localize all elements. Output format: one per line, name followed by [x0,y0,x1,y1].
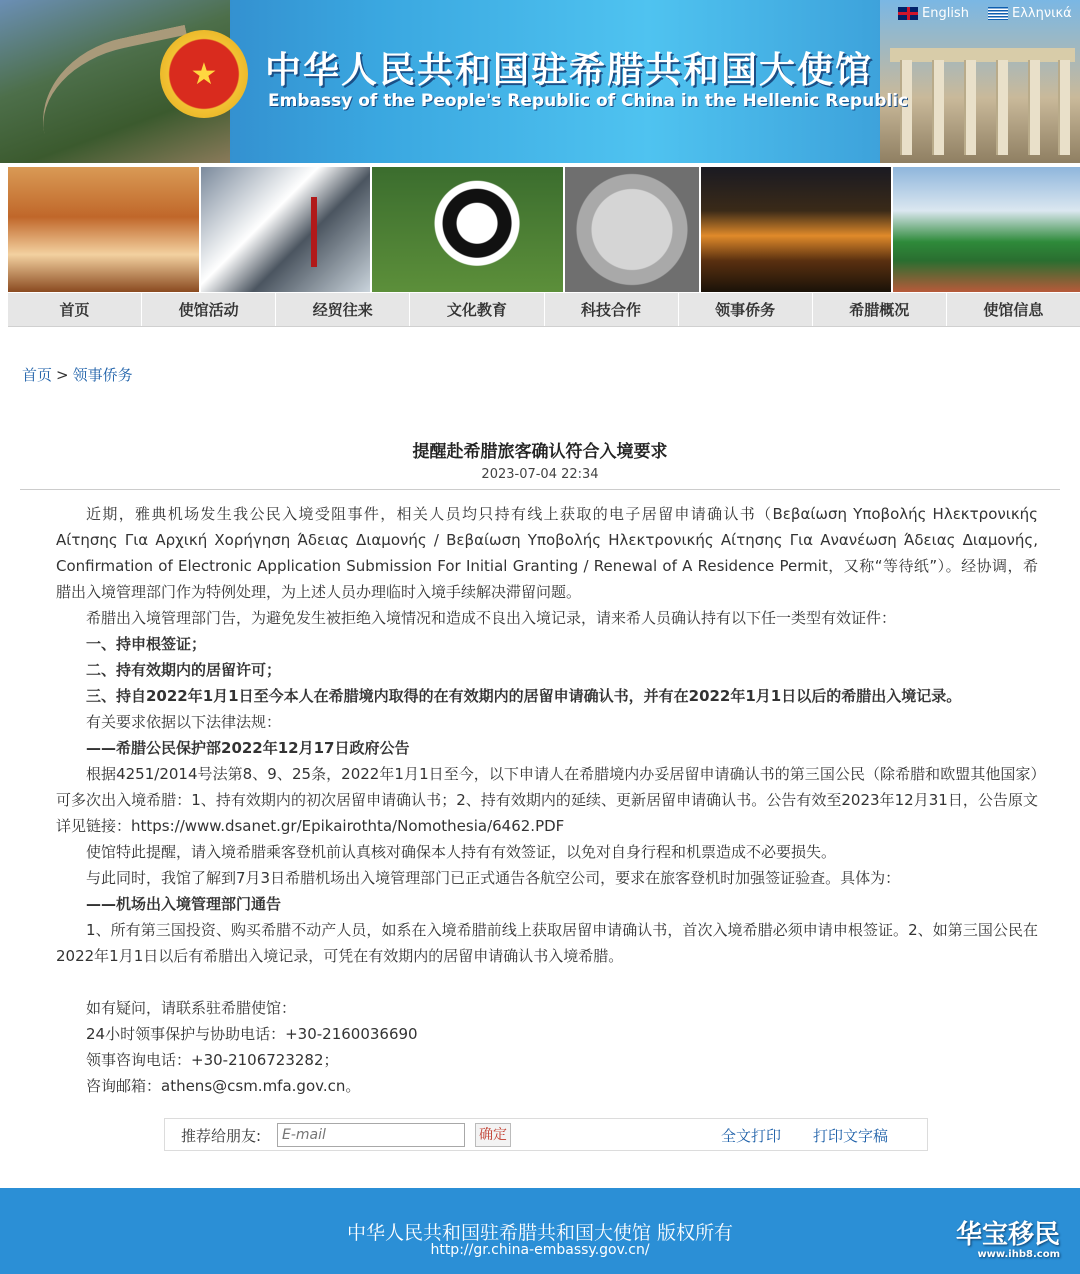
email-input[interactable] [277,1123,465,1147]
paragraph: 近期，雅典机场发生我公民入境受阻事件，相关人员均只持有线上获取的电子居留申请确认书（Βεβαίωση Υποβολής Ηλεκτρονικής Αίτησης Για Αρχική Χορήγηση Άδειας Διαμονής / Βεβαίωση Υποβολής Ηλεκτρονικής Αίτησης Για Ανανέωση Άδειας Διαμονής, Confirmation of Electronic Application Submission For Initial Granting / Renewal of A Residence Permit，又称“等待纸”）。经协调，希腊出入境管理部门作为特例处理，为上述人员办理临时入境手续解决滞留问题。 [56,505,1038,601]
lang-greek-link[interactable] [988,6,1072,21]
national-emblem-icon: ★ [160,30,248,118]
article-body [56,501,1038,1099]
nav-item-trade[interactable]: 经贸往来 [276,293,410,326]
paragraph: 有关要求依据以下法律法规： [86,713,282,731]
paragraph-bold: 一、持申根签证； [86,635,207,653]
footer-url-link[interactable]: http://gr.china-embassy.gov.cn/ [430,1242,650,1258]
site-title-cn: 中华人民共和国驻希腊共和国大使馆 [265,49,874,91]
breadcrumb-home-link[interactable]: 首页 [22,366,53,384]
main-nav [8,293,1080,327]
waterfall-photo [8,167,199,292]
footer-copyright: 中华人民共和国驻希腊共和国大使馆 版权所有 [346,1222,734,1244]
paragraph: 使馆特此提醒，请入境希腊乘客登机前认真核对确保本人持有有效签证，以免对自身行程和机票造成不必要损失。 [86,843,837,861]
article-date: 2023-07-04 22:34 [481,467,599,482]
paragraph-bold: 三、持自2022年1月1日至今本人在希腊境内取得的在有效期内的居留申请确认书，并有在2022年1月1日以后的希腊出入境记录。 [86,687,962,705]
lang-english-label: English [922,6,969,21]
nav-item-home[interactable]: 首页 [8,293,142,326]
watermark-url: www.ihb8.com [977,1249,1060,1260]
lang-greek-label: Ελληνικά [1012,6,1072,21]
paragraph-bold: ——希腊公民保护部2022年12月17日政府公告 [86,739,410,757]
blank-line [56,969,1038,995]
birds-nest-stadium-photo [701,167,891,292]
contact-line: 24小时领事保护与协助电话：+30-2160036690 [86,1025,418,1043]
parthenon-image [880,0,1080,163]
snowy-flag-photo [201,167,370,292]
share-label: 推荐给朋友: [181,1127,262,1145]
nav-item-embassy-info[interactable]: 使馆信息 [983,301,1044,319]
nav-item-consular[interactable]: 领事侨务 [679,293,813,326]
panda-photo [372,167,563,292]
paragraph: 与此同时，我馆了解到7月3日希腊机场出入境管理部门已正式通告各航空公司，要求在旅客登机时加强签证验查。具体为： [86,869,901,887]
nav-item-culture-education[interactable]: 文化教育 [410,293,544,326]
lang-english-link[interactable] [898,6,969,21]
olympic-stadium-photo [893,167,1080,292]
header-banner [0,0,1080,163]
paragraph: 根据4251/2014号法第8、9、25条，2022年1月1日至今，以下申请人在希腊境内办妥居留申请确认书的第三国公民（除希腊和欧盟其他国家）可多次出入境希腊：1、持有效期内的初次居留申请确认书；2、持有效期内的延续、更新居留申请确认书。公告有效至2023年12月31日，公告原文详见链接：https://www.dsanet.gr/Epikairothta/Nomothesia/6462.PDF [56,765,1038,835]
breadcrumb-current-link[interactable]: 领事侨务 [72,366,133,384]
greece-flag-icon [988,7,1008,20]
breadcrumb-separator: > [56,366,69,384]
confirm-button[interactable]: 确定 [475,1123,511,1147]
nav-item-embassy-activities[interactable]: 使馆活动 [142,293,276,326]
article-title: 提醒赴希腊旅客确认符合入境要求 [412,442,668,462]
watermark-logo [956,1214,1060,1260]
print-full-link[interactable]: 全文打印 [721,1127,782,1145]
photo-strip [8,167,1080,292]
contact-line: 领事咨询电话：+30-2106723282； [86,1051,339,1069]
contact-line: 如有疑问，请联系驻希腊使馆： [86,999,297,1017]
divider [20,489,1060,490]
paragraph-bold: ——机场出入境管理部门通告 [86,895,282,913]
paragraph: 希腊出入境管理部门告，为避免发生被拒绝入境情况和造成不良出入境记录，请来希人员确认持有以下任一类型有效证件： [86,609,897,627]
nav-item-greece-overview[interactable]: 希腊概况 [813,293,947,326]
contact-line: 咨询邮箱：athens@csm.mfa.gov.cn。 [86,1077,361,1095]
paragraph: 1、所有第三国投资、购买希腊不动产人员，如系在入境希腊前线上获取居留申请确认书，首次入境希腊必须申请申根签证。2、如第三国公民在2022年1月1日以后有希腊出入境记录，可凭在有效期内的居留申请确认书入境希腊。 [56,921,1038,965]
footer [0,1188,1080,1274]
uk-flag-icon [898,7,918,20]
print-text-link[interactable]: 打印文字稿 [813,1127,889,1145]
share-bar [164,1118,928,1151]
watermark-text: 华宝移民 [955,1220,1060,1250]
paragraph-bold: 二、持有效期内的居留许可； [86,661,282,679]
nav-item-science-tech[interactable]: 科技合作 [545,293,679,326]
athenian-coin-photo [565,167,699,292]
breadcrumb [22,364,133,385]
site-title-en: Embassy of the People's Republic of China in the Hellenic Republic [268,91,909,111]
